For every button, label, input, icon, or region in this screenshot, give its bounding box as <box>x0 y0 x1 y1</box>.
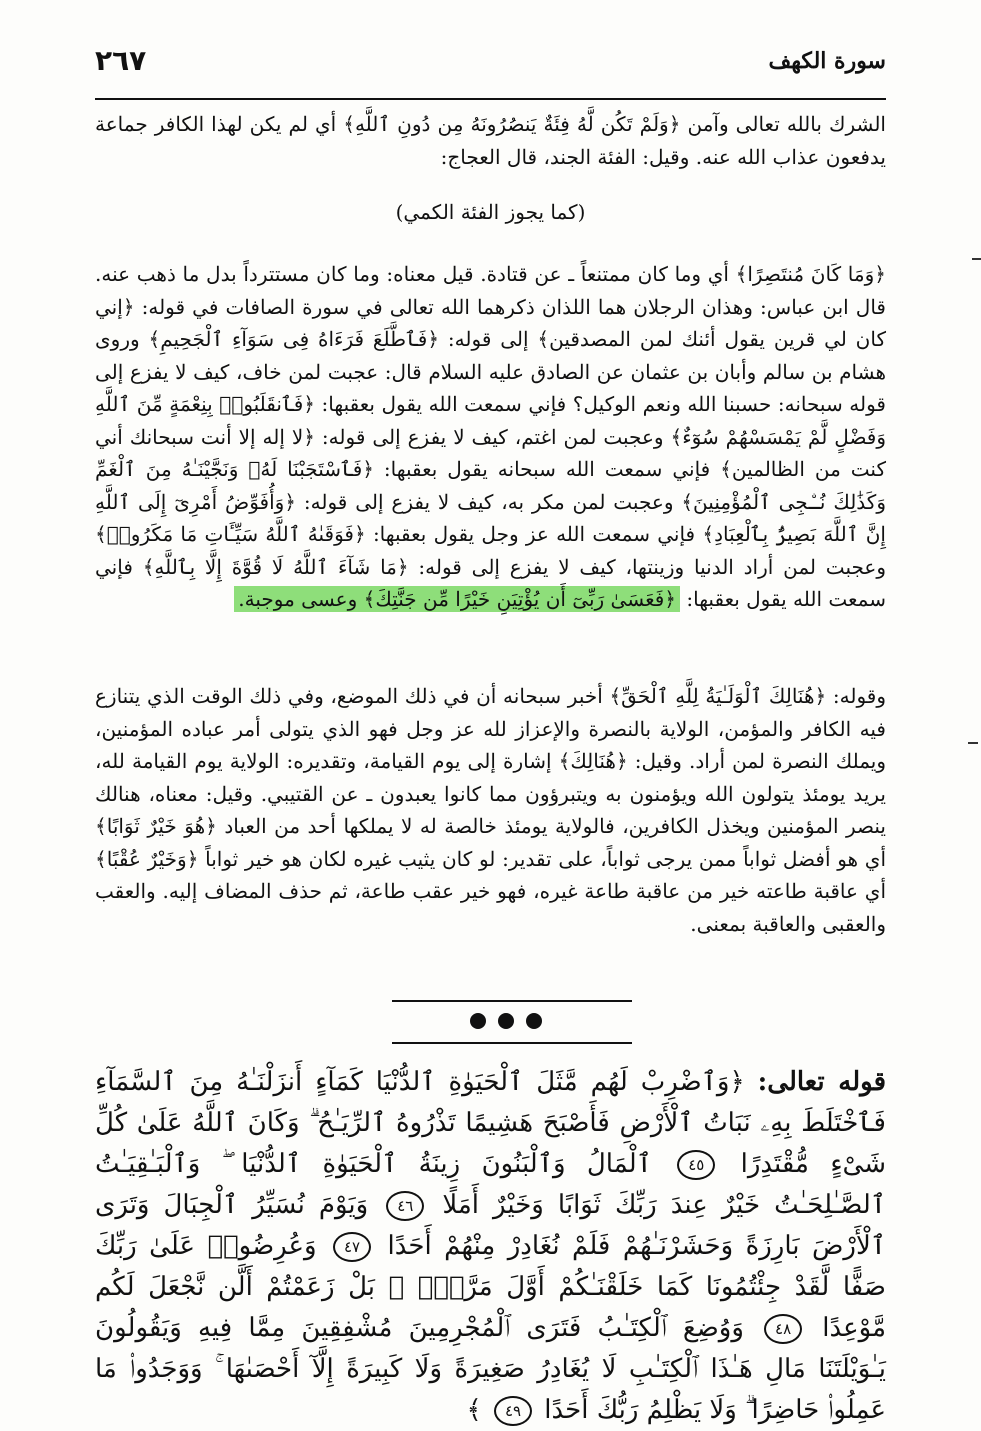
page-number: ٢٦٧ <box>95 44 147 77</box>
paragraph-1: الشرك بالله تعالى وآمن ﴿وَلَمْ تَكُن لَّهُ فِئَةٌ يَنصُرُونَهُ مِن دُونِ ٱللَّهِ﴾ أي لم يكن لهذا الكافر جماعة يدفعون عذاب الله عنه. وقيل: الفئة الجند، قال العجاج: <box>95 112 886 169</box>
verse-number-46: ٤٦ <box>386 1191 424 1221</box>
paragraph-3: وقوله: ﴿هُنَالِكَ ٱلْوَلَـٰيَةُ لِلَّهِ ٱلْحَقِّ﴾ أخبر سبحانه أن في ذلك الموضع، وفي ذلك الوقت الذي يتنازع فيه الكافر والمؤمن، الولاية بالنصرة والإعزاز لله عز وجل فهو الذي يتولى أمر عباده المؤمنين، ويملك النصرة لمن أراد. وقيل: ﴿هُنَالِكَ﴾ إشارة إلى يوم القيامة، وتقديره: الولاية يوم القيامة لله، يريد يومئذ يتولون الله ويؤمنون به ويتبرؤون مما كانوا يعبدون ـ عن القتيبي. وقيل: معناه، هنالك ينصر المؤمنين ويخذل الكافرين، فالولاية يومئذ خالصة له لا يملكها أحد من العباد ﴿هُوَ خَيْرٌ ثَوَابًا﴾ أي هو أفضل ثواباً ممن يرجى ثواباً، على تقدير: لو كان يثيب غيره لكان هو خير ثواباً ﴿وَخَيْرٌ عُقْبًا﴾ أي عاقبة طاعته خير من عاقبة طاعة غيره، فهو خير عقب طاعة، ثم حذف المضاف إليه. والعقب والعقبى والعاقبة بمعنى. <box>95 684 886 936</box>
paragraph-2-text: ﴿وَمَا كَانَ مُنتَصِرًا﴾ أي وما كان ممتنعاً ـ عن قتادة. قيل معناه: وما كان مستترداً بدل ما ذهب عنه. قال ابن عباس: وهذان الرجلان هما اللذان ذكرهما الله تعالى في سورة الصافات في قوله: ﴿إني كان لي قرين يقول أئنك لمن المصدقين﴾ إلى قوله: ﴿فَٱطَّلَعَ فَرَءَاهُ فِى سَوَآءِ ٱلْجَحِيمِ﴾ وروى هشام بن سالم وأبان بن عثمان عن الصادق عليه السلام قال: عجبت لمن خاف، كيف لا يفزع إلى قوله سبحانه: حسبنا الله ونعم الوكيل؟ فإني سمعت الله يقول بعقبها: ﴿فَٱنقَلَبُوا۟ بِنِعْمَةٍ مِّنَ ٱللَّهِ وَفَضْلٍ لَّمْ يَمْسَسْهُمْ سُوٓءٌ﴾ وعجبت لمن اغتم، كيف لا يفزع إلى قوله: ﴿لا إله إلا أنت سبحانك أني كنت من الظالمين﴾ فإني سمعت الله سبحانه يقول بعقبها: ﴿فَٱسْتَجَبْنَا لَهُۥ وَنَجَّيْنَـٰهُ مِنَ ٱلْغَمِّ وَكَذَٰلِكَ نُـۨجِى ٱلْمُؤْمِنِينَ﴾ وعجبت لمن مكر به، كيف لا يفزع إلى قوله: ﴿وَأُفَوِّضُ أَمْرِىٓ إِلَى ٱللَّهِ إِنَّ ٱللَّهَ بَصِيرٌۢ بِٱلْعِبَادِ﴾ فإني سمعت الله عز وجل يقول بعقبها: ﴿فَوَقَىٰهُ ٱللَّهُ سَيِّـَٔاتِ مَا مَكَرُوا۟﴾ وعجبت لمن أراد الدنيا وزينتها، كيف لا يفزع إلى قوله: ﴿مَا شَآءَ ٱللَّهُ لَا قُوَّةَ إِلَّا بِٱللَّهِ﴾ فإني سمعت الله يقول بعقبها: <box>95 262 887 611</box>
divider-top <box>392 1000 632 1002</box>
verse-48: وَعُرِضُوا۟ عَلَىٰ رَبِّكَ صَفًّا لَّقَدْ جِئْتُمُونَا كَمَا خَلَقْنَـٰكُمْ أَوَّلَ مَرَّةٍۭ ۚ بَلْ زَعَمْتُمْ أَلَّن نَّجْعَلَ لَكُم مَّوْعِدًا <box>95 1231 887 1343</box>
verse-46: ٱلْمَالُ وَٱلْبَنُونَ زِينَةُ ٱلْحَيَوٰةِ ٱلدُّنْيَا ۖ وَٱلْبَـٰقِيَـٰتُ ٱلصَّـٰلِحَـٰتُ خَيْرٌ عِندَ رَبِّكَ ثَوَابًا وَخَيْرٌ أَمَلًا <box>95 1149 887 1220</box>
page-header <box>95 40 886 100</box>
verse-45: ﴿وَٱضْرِبْ لَهُم مَّثَلَ ٱلْحَيَوٰةِ ٱلدُّنْيَا كَمَآءٍ أَنزَلْنَـٰهُ مِنَ ٱلسَّمَآءِ فَٱخْتَلَطَ بِهِۦ نَبَاتُ ٱلْأَرْضِ فَأَصْبَحَ هَشِيمًا تَذْرُوهُ ٱلرِّيَـٰحُ ۗ وَكَانَ ٱللَّهُ عَلَىٰ كُلِّ شَىْءٍ مُّقْتَدِرًا <box>95 1067 887 1179</box>
highlighted-text: ﴿فَعَسَىٰ رَبِّىٓ أَن يُؤْتِيَنِ خَيْرًا مِّن جَنَّتِكَ﴾ وعسى موجبة. <box>234 586 680 612</box>
verse-49: وَوُضِعَ ٱلْكِتَـٰبُ فَتَرَى ٱلْمُجْرِمِينَ مُشْفِقِينَ مِمَّا فِيهِ وَيَقُولُونَ يَـٰوَيْلَتَنَا مَالِ هَـٰذَا ٱلْكِتَـٰبِ لَا يُغَادِرُ صَغِيرَةً وَلَا كَبِيرَةً إِلَّآ أَحْصَىٰهَا ۚ وَوَجَدُوا۟ مَا عَمِلُوا۟ حَاضِرًا ۗ وَلَا يَظْلِمُ رَبُّكَ أَحَدًا <box>95 1313 886 1425</box>
verse-number-47: ٤٧ <box>333 1232 371 1262</box>
divider-dot <box>526 1013 542 1029</box>
divider-dot <box>470 1013 486 1029</box>
verses-lead: قوله تعالى: <box>757 1067 887 1097</box>
verse-number-45: ٤٥ <box>677 1150 715 1180</box>
margin-mark <box>972 258 981 260</box>
section-divider-dots <box>470 1013 542 1029</box>
verse-47: وَيَوْمَ نُسَيِّرُ ٱلْجِبَالَ وَتَرَى ٱلْأَرْضَ بَارِزَةً وَحَشَرْنَـٰهُمْ فَلَمْ نُغَادِرْ مِنْهُمْ أَحَدًا <box>95 1190 887 1261</box>
surah-title: سورة الكهف <box>768 48 886 74</box>
divider-bottom <box>392 1042 632 1044</box>
poem-verse: (كما يجوز الفئة الكمي) <box>395 200 586 224</box>
verse-number-49: ٤٩ <box>494 1396 532 1426</box>
verses-closing-bracket: ﴾ <box>466 1395 482 1425</box>
verse-number-48: ٤٨ <box>764 1314 802 1344</box>
margin-mark <box>968 742 978 744</box>
divider-dot <box>498 1013 514 1029</box>
paragraph-2 <box>95 258 886 616</box>
quran-verses <box>95 1062 886 1431</box>
